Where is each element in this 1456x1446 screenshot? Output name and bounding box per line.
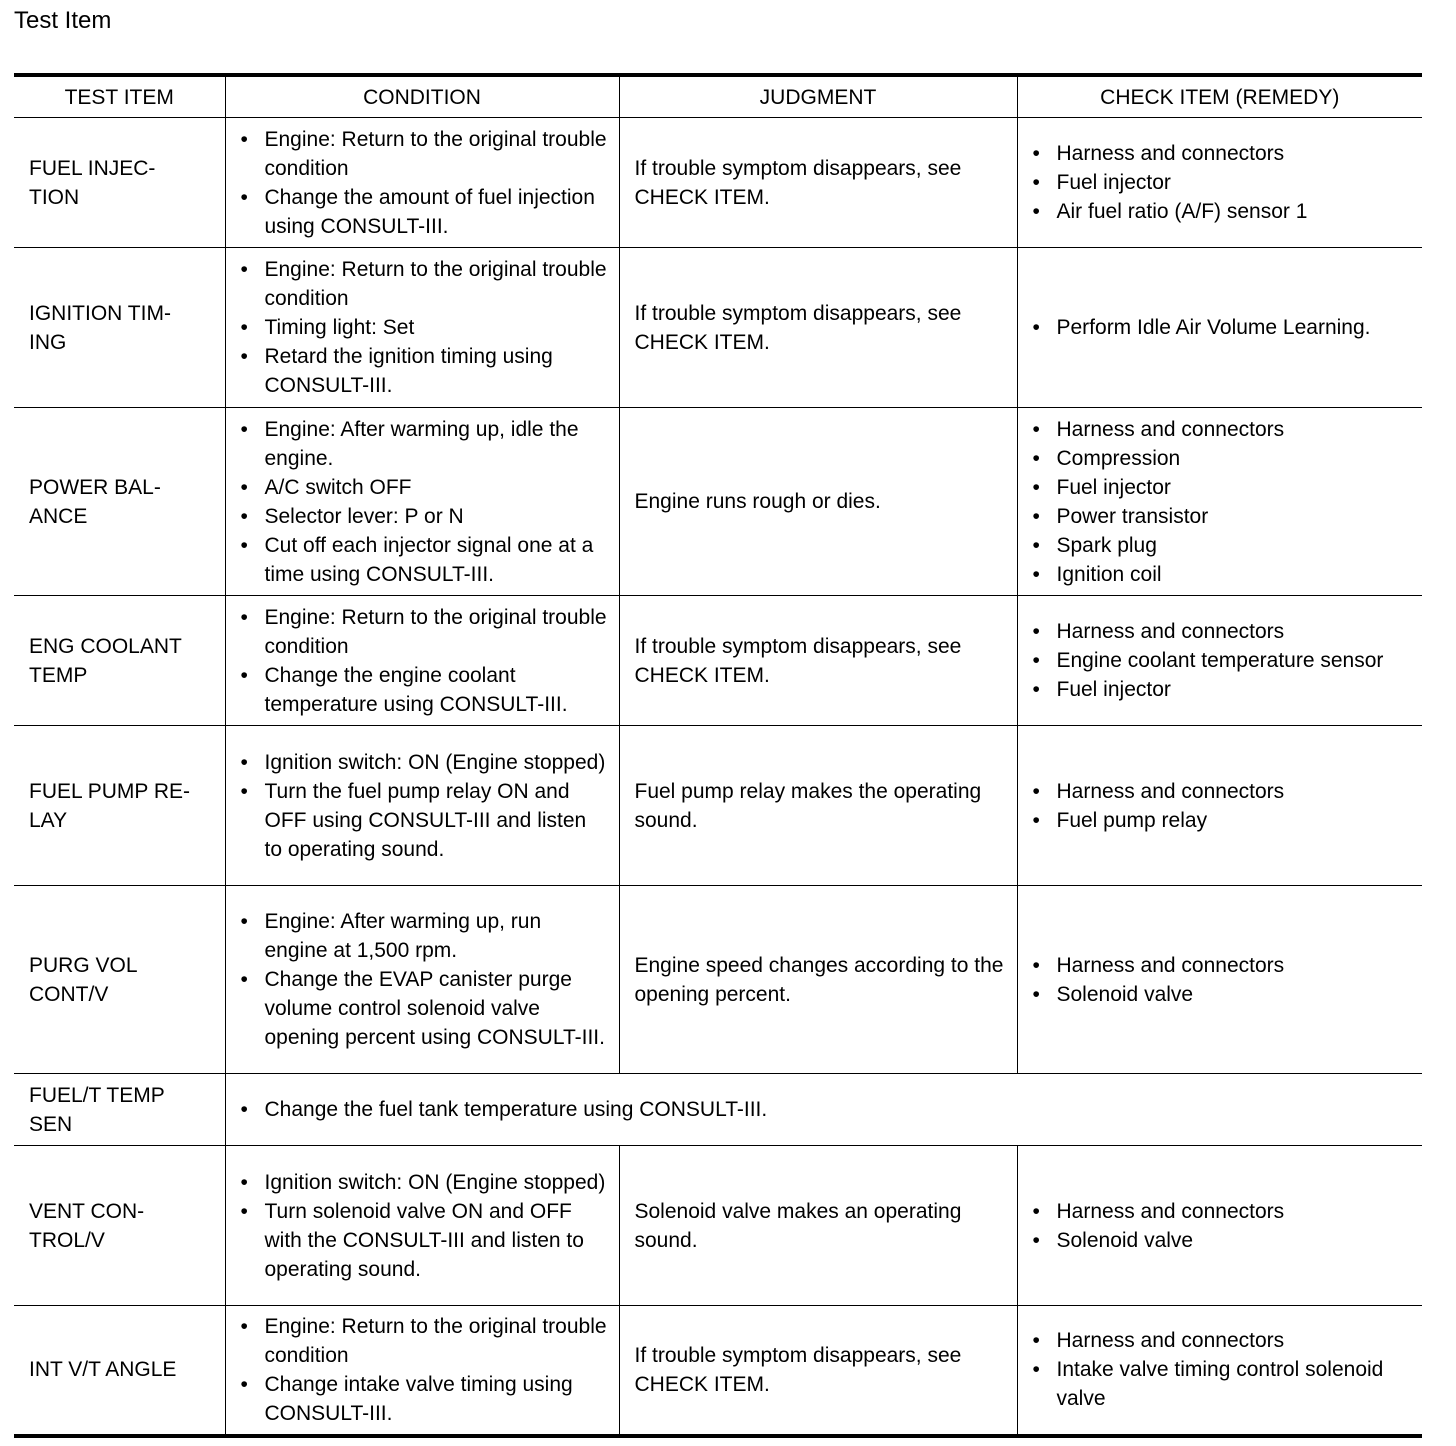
condition-item: • Change the engine coolant temperature using CONSULT-III. — [241, 661, 609, 719]
check-item: • Air fuel ratio (A/F) sensor 1 — [1033, 197, 1413, 226]
test-item-cell — [14, 248, 225, 408]
check-item: • Power transistor — [1033, 502, 1413, 531]
condition-cell — [225, 408, 619, 596]
test-item-line: TEMP — [29, 663, 88, 687]
condition-list — [241, 603, 609, 719]
judgment-cell: Solenoid valve makes an operating sound. — [619, 1146, 1017, 1306]
test-item-line: LAY — [29, 808, 68, 832]
test-item-line: FUEL PUMP RE- — [29, 779, 191, 803]
test-item-cell — [14, 1074, 225, 1146]
check-item-cell — [1017, 408, 1422, 596]
check-item-list — [1033, 617, 1413, 704]
condition-list — [241, 125, 609, 241]
judgment-cell: Engine runs rough or dies. — [619, 408, 1017, 596]
condition-item: • Change intake valve timing using CONSULT-III. — [241, 1370, 609, 1428]
test-item-line: ING — [29, 330, 67, 354]
check-item-cell — [1017, 248, 1422, 408]
table-row — [14, 248, 1422, 408]
condition-item: • Ignition switch: ON (Engine stopped) — [241, 748, 609, 777]
check-item: • Spark plug — [1033, 531, 1413, 560]
judgment-cell: If trouble symptom disappears, see CHECK ITEM. — [619, 1306, 1017, 1436]
table-row — [14, 726, 1422, 886]
test-item-line: TION — [29, 185, 80, 209]
check-item-list — [1033, 313, 1413, 342]
check-item-list — [1033, 1197, 1413, 1255]
condition-cell — [225, 596, 619, 726]
condition-cell — [225, 1146, 619, 1306]
check-item: • Compression — [1033, 444, 1413, 473]
condition-list — [241, 748, 609, 864]
check-item-cell — [1017, 886, 1422, 1074]
test-item-line: FUEL INJEC- — [29, 156, 156, 180]
test-item-line: VENT CON- — [29, 1199, 145, 1223]
test-item-line: FUEL/T TEMP — [29, 1083, 165, 1107]
test-item-table — [14, 73, 1422, 1438]
check-item-list — [1033, 777, 1413, 835]
test-item-line: ANCE — [29, 504, 88, 528]
table-row — [14, 408, 1422, 596]
test-item-cell — [14, 1146, 225, 1306]
table-row — [14, 1074, 1422, 1146]
condition-item: • Turn the fuel pump relay ON and OFF using CONSULT-III and listen to operating sound. — [241, 777, 609, 864]
table-row — [14, 1146, 1422, 1306]
test-item-line: PURG VOL — [29, 953, 138, 977]
table-row — [14, 118, 1422, 248]
condition-list — [241, 255, 609, 400]
condition-item: • Engine: Return to the original trouble condition — [241, 1312, 609, 1370]
condition-cell — [225, 726, 619, 886]
condition-list — [241, 1168, 609, 1284]
test-item-line: INT V/T ANGLE — [29, 1358, 177, 1382]
test-item-line: POWER BAL- — [29, 475, 161, 499]
condition-item: • Engine: Return to the original trouble condition — [241, 255, 609, 313]
check-item: • Harness and connectors — [1033, 1326, 1413, 1355]
column-header-condition: CONDITION — [225, 75, 619, 118]
check-item: • Fuel pump relay — [1033, 806, 1413, 835]
condition-cell — [225, 248, 619, 408]
condition-cell — [225, 118, 619, 248]
check-item: • Engine coolant temperature sensor — [1033, 646, 1413, 675]
test-item-cell — [14, 886, 225, 1074]
check-item: • Fuel injector — [1033, 473, 1413, 502]
condition-item: • Engine: After warming up, idle the engine. — [241, 415, 609, 473]
condition-item: • Change the amount of fuel injection using CONSULT-III. — [241, 183, 609, 241]
check-item-cell — [1017, 1146, 1422, 1306]
condition-list — [241, 1312, 609, 1428]
check-item: • Harness and connectors — [1033, 415, 1413, 444]
page-title: Test Item — [14, 7, 112, 34]
condition-item: • A/C switch OFF — [241, 473, 609, 502]
table-row — [14, 1306, 1422, 1436]
test-item-cell — [14, 118, 225, 248]
table-row — [14, 596, 1422, 726]
check-item: • Solenoid valve — [1033, 980, 1413, 1009]
condition-list — [241, 907, 609, 1052]
condition-item: • Selector lever: P or N — [241, 502, 609, 531]
check-item: • Harness and connectors — [1033, 139, 1413, 168]
test-item-line: TROL/V — [29, 1228, 105, 1252]
check-item: • Fuel injector — [1033, 675, 1413, 704]
check-item-list — [1033, 139, 1413, 226]
check-item: • Harness and connectors — [1033, 951, 1413, 980]
condition-item: • Cut off each injector signal one at a time using CONSULT-III. — [241, 531, 609, 589]
check-item-list — [1033, 415, 1413, 589]
check-item: • Ignition coil — [1033, 560, 1413, 589]
condition-item: • Ignition switch: ON (Engine stopped) — [241, 1168, 609, 1197]
check-item-cell — [1017, 596, 1422, 726]
condition-item: • Retard the ignition timing using CONSULT-III. — [241, 342, 609, 400]
column-header-judgment: JUDGMENT — [619, 75, 1017, 118]
check-item: • Harness and connectors — [1033, 1197, 1413, 1226]
check-item-list — [1033, 951, 1413, 1009]
judgment-cell: If trouble symptom disappears, see CHECK ITEM. — [619, 596, 1017, 726]
column-header-check-item: CHECK ITEM (REMEDY) — [1017, 75, 1422, 118]
condition-item: • Timing light: Set — [241, 313, 609, 342]
condition-item: • Change the EVAP canister purge volume control solenoid valve opening percent using CONSULT-III. — [241, 965, 609, 1052]
column-header-test-item: TEST ITEM — [14, 75, 225, 118]
check-item-cell — [1017, 118, 1422, 248]
check-item: • Solenoid valve — [1033, 1226, 1413, 1255]
judgment-cell: Fuel pump relay makes the operating sound. — [619, 726, 1017, 886]
judgment-cell: If trouble symptom disappears, see CHECK ITEM. — [619, 248, 1017, 408]
table-row — [14, 886, 1422, 1074]
condition-list — [241, 415, 609, 589]
check-item: • Perform Idle Air Volume Learning. — [1033, 313, 1413, 342]
condition-item: • Engine: Return to the original trouble condition — [241, 603, 609, 661]
check-item-list — [1033, 1326, 1413, 1413]
test-item-line: SEN — [29, 1112, 73, 1136]
test-item-line: ENG COOLANT — [29, 634, 182, 658]
test-item-cell — [14, 596, 225, 726]
test-item-line: CONT/V — [29, 982, 109, 1006]
test-item-cell — [14, 408, 225, 596]
test-item-cell — [14, 726, 225, 886]
test-item-cell — [14, 1306, 225, 1436]
condition-item: • Engine: After warming up, run engine at 1,500 rpm. — [241, 907, 609, 965]
check-item-cell — [1017, 726, 1422, 886]
test-item-line: IGNITION TIM- — [29, 301, 171, 325]
check-item: • Harness and connectors — [1033, 777, 1413, 806]
condition-cell — [225, 1306, 619, 1436]
condition-item: • Turn solenoid valve ON and OFF with the CONSULT-III and listen to operating sound. — [241, 1197, 609, 1284]
check-item: • Fuel injector — [1033, 168, 1413, 197]
condition-cell — [225, 1074, 1422, 1146]
check-item: • Intake valve timing control solenoid valve — [1033, 1355, 1413, 1413]
condition-list — [241, 1095, 1413, 1124]
table-header-row — [14, 75, 1422, 118]
judgment-cell: If trouble symptom disappears, see CHECK ITEM. — [619, 118, 1017, 248]
check-item: • Harness and connectors — [1033, 617, 1413, 646]
judgment-cell: Engine speed changes according to the opening percent. — [619, 886, 1017, 1074]
condition-item: • Change the fuel tank temperature using CONSULT-III. — [241, 1095, 1413, 1124]
condition-cell — [225, 886, 619, 1074]
check-item-cell — [1017, 1306, 1422, 1436]
condition-item: • Engine: Return to the original trouble condition — [241, 125, 609, 183]
